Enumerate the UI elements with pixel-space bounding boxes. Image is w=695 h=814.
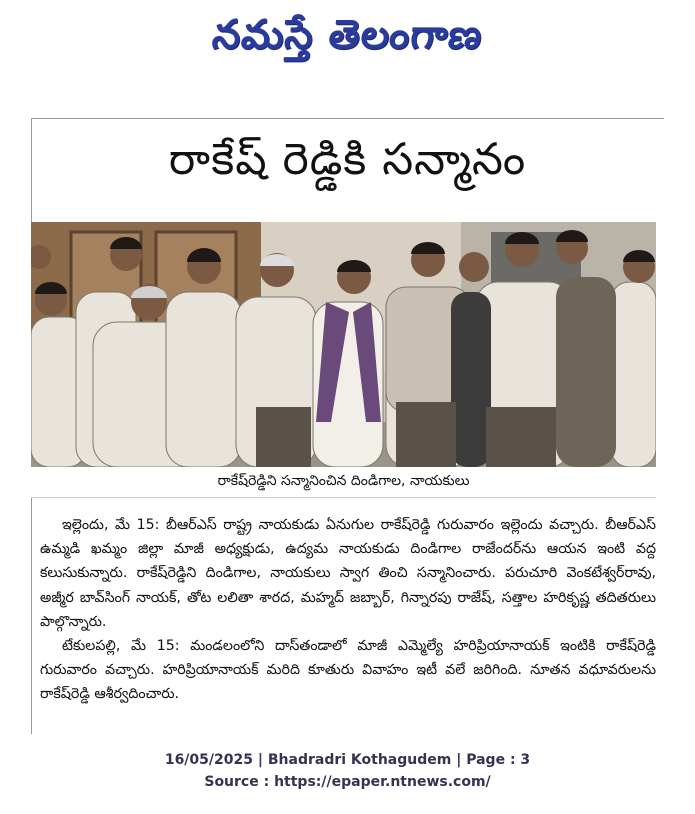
footer-source-label: Source : (204, 774, 275, 790)
footer-source-link[interactable]: https://epaper.ntnews.com/ (274, 774, 491, 790)
masthead (0, 8, 695, 70)
article-paragraph-2: టేకులపల్లి, మే 15: మండలంలోని దాస్‌తండాలో మాజీ ఎమ్మెల్యే హరిప్రియానాయక్ ఇంటికి రాకేష్‌రెడ్డి గురువారం వచ్చారు. హరిప్రియానాయక్ మరిది కూతురు వివాహం ఇటీ వలే జరిగింది. నూతన వధూవరులను రాకేష్‌రెడ్డి ఆశీర్వదించారు. (40, 638, 656, 703)
newspaper-logo: నమస్తే తెలంగాణ (210, 10, 486, 58)
photo-caption: రాకేష్‌రెడ్డిని సన్మానించిన దిండిగాల, నాయకులు (31, 467, 656, 498)
footer-edition: Bhadradri Kothagudem (267, 752, 452, 768)
footer-source-line (0, 774, 695, 790)
footer-page: Page : 3 (466, 752, 531, 768)
group-photo-illustration (31, 222, 656, 467)
footer-separator: | (252, 752, 268, 768)
footer-edition-line (0, 752, 695, 768)
footer-separator: | (451, 752, 467, 768)
article-photo (31, 222, 656, 467)
article-body (40, 513, 656, 707)
footer-date: 16/05/2025 (164, 752, 253, 768)
article-paragraph-1: ఇల్లెందు, మే 15: బీఆర్‌ఎస్ రాష్ట్ర నాయకుడు ఏనుగుల రాకేష్‌రెడ్డి గురువారం ఇల్లెందు వచ్చారు. బీఆర్‌ఎస్ ఉమ్మడి ఖమ్మం జిల్లా మాజీ అధ్యక్షుడు, ఉద్యమ నాయకుడు దిండిగాల రాజేందర్‌ను ఆయన ఇంటి వద్ద కలుసుకున్నారు. రాకేష్‌రెడ్డిని దిండిగాల, నాయకులు స్వాగ తించి సన్మానించారు. పరుచూరి వెంకటేశ్వర్‌రావు, అజ్మీర బావ్‌సింగ్ నాయక్, తోట లలితా శారద, మహ్మద్ జబ్బార్, గిన్నారపు రాజేష్, సత్తాల హరికృష్ణ తదితరులు పాల్గొన్నారు. (40, 517, 656, 630)
article-headline: రాకేష్ రెడ్డికి సన్మానం (168, 134, 527, 185)
